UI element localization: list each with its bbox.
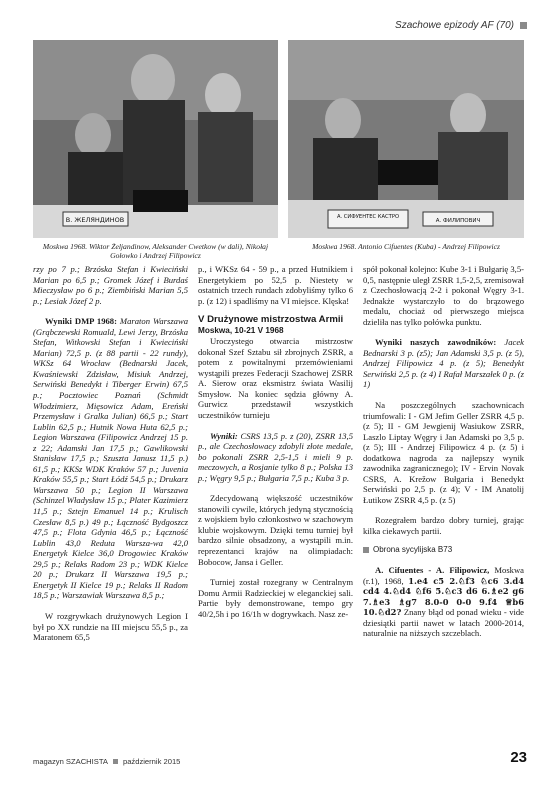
section-subheading: Moskwa, 10-21 V 1968 (198, 326, 284, 336)
footer-square-icon (113, 759, 118, 764)
col2-paragraph-4: Zdecydowaną większość uczestników stanowili cywile, których jedyną stycznością z wojskiem było członkostwo w szachowym klubie wojskowym. Dzięki temu turniej był bardzo silnie obsadzony, a wystąpili m.in. reprezentanci krajów na olimpiadach: Bobocow, Jansa i Geller. (198, 493, 353, 567)
col3-players-heading: Wyniki naszych zawodników: (375, 337, 497, 348)
col3-paragraph-3: Na poszczególnych szachownicach triumfowali: I - GM Jefim Geller ZSRR 4,5 p. (z 5); II - GM Jewgienij Wasiukow ZSRR, Laszlo Liptay Węgry i Jan Adamski po 3,5 p. (z 5); III - Andrzej Filipowicz 4 p. (z 5) i dodatkowa nagroda za najlepszy wynik zawodnika zagranicznego); IV - Ervin Novak CSRS, A. Krežow Bułgaria i Benedykt Serwiński po 2,5 p. (z 4); V - IM Anatolij Łutikow ZSRR 4,5 p. (z 5) (363, 400, 524, 505)
col1-results-heading: Wyniki DMP 1968: (45, 316, 117, 327)
col2-paragraph-1: p., i WKSz 64 - 59 p., a przed Hutnikiem i Energetykiem po 52,5 p. Niestety w ostatnich trzech rundach zdobyliśmy tylko 6 p. (z 12) i spadliśmy na VI miejsce. Klęska! (198, 264, 353, 306)
issue-date: październik 2015 (122, 757, 181, 766)
magazine-name: magazyn SZACHISTA (33, 757, 108, 766)
game-info: Moskwa (r.1), 1968, (363, 565, 524, 586)
col1-paragraph-1: rzy po 7 p.; Brzóska Stefan i Kwieciński Marian po 6,5 p.; Gromek Józef i Burdaś Mieczysław po 6 p.; Ziembiński Marian 5,5 p.; Lesiak Józef 2 p. (33, 264, 188, 306)
header-square-icon (520, 22, 527, 29)
series-title: Szachowe epizody AF (70) (395, 20, 514, 31)
col2-paragraph-2: Uroczystego otwarcia mistrzostw dokonał Szef Sztabu sił zbrojnych ZSRR, a potem z powitalnymi przemówieniami wystąpili prezes Federacji Szachowej ZSRR A. Sierow oraz eksmistrz świata Wasilij Smysłow. Na koniec sędzia główny A. Gurwicz przedstawił wszystkich uczestników turnieju (198, 336, 353, 421)
footer-left (33, 757, 180, 766)
opening-name: Obrona sycylijska B73 (373, 544, 453, 554)
section-heading: V Drużynowe mistrzostwa Armii (198, 314, 344, 326)
col2-results-heading: Wyniki: (210, 430, 238, 441)
photo-right (288, 40, 524, 238)
game-moves: 1.e4 c5 2.♘f3 ♘c6 3.d4 cd4 4.♘d4 ♘f6 5.♘c3 d6 6.♗e2 g6 7.♗e3 ♗g7 8.0-0 0-0 9.f4 ♕b6 10.♘d2? (363, 575, 524, 618)
col2-results-text: CSRS 13,5 p. z (20), ZSRR 13,5 p., ale Czechosłowacy zdobyli złote medale, bo pokonali ZSRR 2,5-1,5 i mieli 9 p. meczowych, a Rosjanie tylko 8 p.; Polska 13 p.; Węgry 9,5 p.; Bułgaria 7,5 p.; Kuba 3 p. (198, 430, 353, 483)
photo-left (33, 40, 278, 238)
game-heading: A. Cifuentes - A. Filipowicz, (375, 565, 490, 576)
col3-paragraph-1: spół pokonał kolejno: Kube 3-1 i Bułgarię 3,5-0,5, następnie uległ ZSRR 1,5-2,5, zremisował z Czechosłowacją 2-2 i pokonał Węgry 3-1. Jednakże wystarczyło to do brązowego medalu, chociaż od pierwszego miejsca dzieliła nas tylko połówka punktu. (363, 264, 524, 327)
tag-square-icon (363, 547, 369, 553)
photo-left-caption: Moskwa 1968. Wiktor Żeljandinow, Aleksander Cwetkow (w dali), Nikołaj Gołowko i Andrzej Filipowicz (42, 242, 269, 261)
page-number: 23 (510, 749, 527, 766)
right-nameplate-2: А. ФИЛИПОВИЧ (435, 218, 481, 224)
col3-paragraph-4: Rozegrałem bardzo dobry turniej, grając kilka ciekawych partii. (363, 515, 524, 537)
series-header (395, 20, 527, 31)
col1-results-text: Maraton Warszawa (Grąbczewski Romuald, Lewi Jerzy, Brzóska Stefan, Witkowski Stefan i Kwieciński Marian) 72,5 p. (z 88 partii - 22 rundy), WKSz 64 Wrocław (Bednarski Jacek, Kwaśniewski Zdzisław, Misiuk Andrzej, Serwiński Benedykt i Tiberger Erwin) 67,5 p.; Pocztowiec Poznań (Schmidt Włodzimierz, Mięsowicz Adam, Ereński Przemysław i Gralka Julian) 66,5 p.; Start Lublin 62,5 p.; Hutnik Nowa Huta 62,5 p.; Legion Warszawa (Filipowicz Andrzej 15 p. z 22; Adamski Jan 17,5 p.; Gawlikowski Stanisław 17,5 p.; Szuszta Janusz 11,5 p.) 61,5 p.; KKSz WDK Kraków 57 p.; Juvenia Kraków 55,5 p.; Start Łódź 54,5 p.; Drukarz Warszawa 50 p.; Legion II Warszawa (Schinzel Władysław 15 p.; Plater Kazimierz 11,5 p.; Sztejn Emanuel 14 p.; Krulisch Czesław 8,5 p.) 49 p.; Łączność Bydgoszcz 47,5 p.; Flota Gdynia 46,5 p.; Łączność Lublin 43,0 Reduta Warsza-wa 42,0 Energetyk Kielce 36,0 Drogowiec Kraków 29,5 p.; Relaks Radom 23 p.; WDK Kielce 20 p.; Drukarz II Warszawa 19,5 p.; Energetyk II Kielce 19 p.; Relaks II Radom 18,5 p.; Warszawiak Warszawa 8,5 p.; (33, 316, 188, 601)
game-commentary: Znany błąd od ponad wieku - vide dziesiątki partii nawet w latach 2000-2014, naturalnie na niższych szczeblach. (363, 607, 524, 639)
column-1 (33, 264, 188, 643)
right-nameplate-1: А. СИФУЕНТЕС КАСТРО (336, 214, 400, 220)
col2-paragraph-5: Turniej został rozegrany w Centralnym Domu Armii Radzieckiej w eleganckiej sali. Partie były demonstrowane, tempo gry 40/2,5h i po 16/1h w dogrywkach. Nasz ze- (198, 577, 353, 619)
left-nameplate: В. ЖЕЛЯНДИНОВ (65, 216, 125, 224)
opening-tag (363, 545, 524, 556)
photo-right-caption: Moskwa 1968. Antonio Cifuentes (Kuba) - Andrzej Filipowicz (312, 242, 500, 251)
col1-paragraph-3: W rozgrywkach drużynowych Legion I był po XX rundzie na III miejscu 55,5 p., za Maratonem 65,5 (33, 610, 188, 643)
column-3 (363, 264, 524, 639)
col3-players-text: Jacek Bednarski 3 p. (z5); Jan Adamski 3,5 p. (z 5), Andrzej Filipowicz 4 p. (z 5); Benedykt Serwiński 2,5 p. (z 4) I Rafał Marszałek 0 p. (z 1) (363, 337, 524, 390)
column-2 (198, 264, 353, 619)
page-footer (33, 749, 527, 766)
